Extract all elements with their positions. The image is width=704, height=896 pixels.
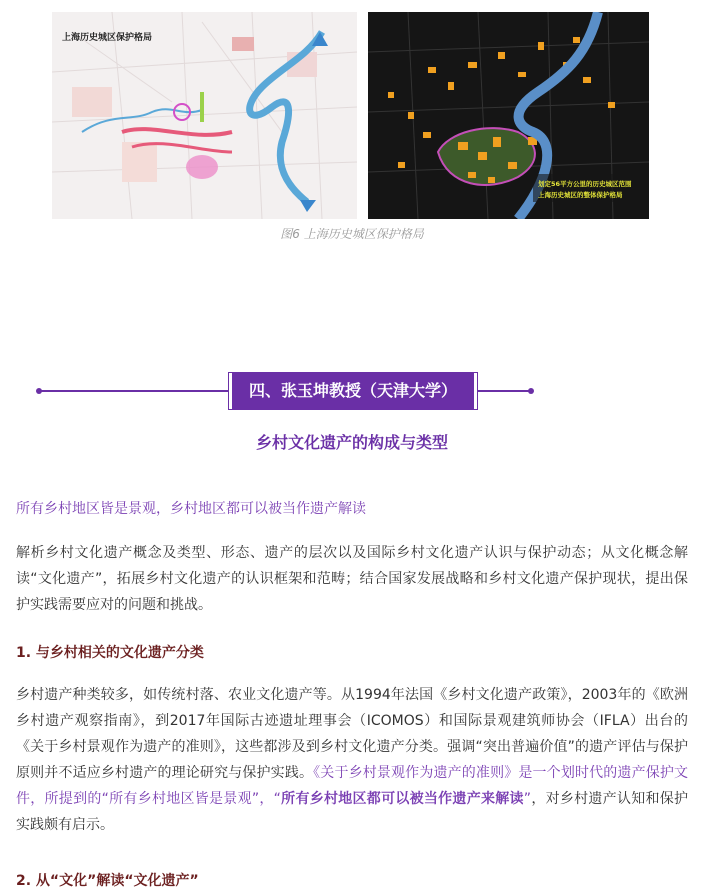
paragraph-highlight-1: 《关于乡村景观作为遗产的准则》是一个划时代的遗产保护文件，所提到的“所有乡村地区皆是景观”，“ [16, 765, 689, 807]
map-graphic-left [52, 12, 357, 219]
heading-rural-heritage-classification: 1. 与乡村相关的文化遗产分类 [16, 645, 204, 661]
shanghai-protection-map-right [368, 12, 649, 219]
shanghai-protection-map-left [52, 12, 357, 219]
left-map-title: 上海历史城区保护格局 [62, 33, 153, 43]
lead-sentence: 所有乡村地区皆是景观，乡村地区都可以被当作遗产解读 [16, 501, 366, 517]
paragraph-highlight-2: ” [523, 791, 532, 807]
paragraph-classification-plain: 乡村遗产种类较多，如传统村落、农业文化遗产等。从1994年法国《乡村文化遗产政策》，2003年的《欧洲乡村遗产观察指南》，到2017年国际古迹遗址理事会（ICOMOS）和国际景观建筑师协会（IFLA）出台的《关于乡村景观作为遗产的准则》，这些都涉及到乡村文化遗产分类。强调“突出普遍价值”的遗产评估与保护原则并不适应乡村遗产的理论研究与保护实践。 [16, 687, 688, 781]
paragraph-classification-tail: ，对乡村遗产认知和保护实践颇有启示。 [16, 791, 689, 833]
paragraph-highlight-bold: 所有乡村地区都可以被当作遗产来解读 [280, 791, 524, 807]
section-header-bar [36, 373, 534, 409]
paragraph-overview: 解析乡村文化遗产概念及类型、形态、遗产的层次以及国际乡村文化遗产认识与保护动态；从文化概念解读“文化遗产”，拓展乡村文化遗产的认识框架和范畴；结合国家发展战略和乡村文化遗产保护现状，提出保护实践需要应对的问题和挑战。 [16, 545, 688, 613]
map-graphic-right [368, 12, 649, 219]
divider-dot-right [528, 388, 534, 394]
divider-dot-left [36, 388, 42, 394]
paragraph-classification [16, 682, 688, 838]
heading-culture-interpretation: 2. 从“文化”解读“文化遗产” [16, 873, 199, 889]
right-map-annotation-1: 划定56平方公里的历史城区范围 [538, 180, 632, 188]
section-title: 四、张玉坤教授（天津大学） [229, 373, 477, 409]
section-subtitle: 乡村文化遗产的构成与类型 [255, 433, 448, 452]
right-map-annotation-2: 上海历史城区的整体保护格局 [538, 191, 623, 199]
figure-caption: 图6 上海历史城区保护格局 [280, 227, 424, 241]
